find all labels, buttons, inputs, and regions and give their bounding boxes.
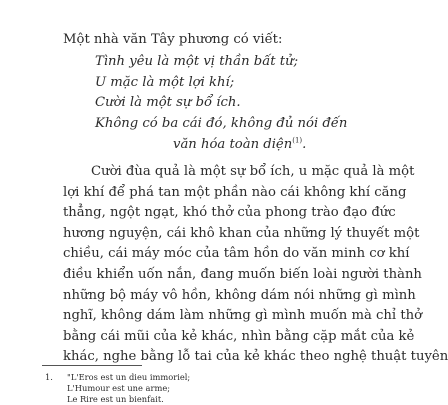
footnote-number: 1. xyxy=(45,372,53,382)
paragraph-line: thẳng, ngột ngạt, khó thở của phong trào đạo đức xyxy=(63,205,396,221)
footnote-line: Le Rire est un bienfait. xyxy=(67,394,164,404)
footnote-marker: (1) xyxy=(292,136,303,145)
poem-line: U mặc là một lợi khí; xyxy=(95,74,235,90)
paragraph-line: khác, nghe bằng lỗ tai của kẻ khác theo nghệ thuật tuyên xyxy=(63,349,448,365)
paragraph-line: chiều, cái máy móc của tâm hồn do văn minh cơ khí xyxy=(63,246,410,262)
body-paragraph xyxy=(63,162,448,368)
paragraph-line: điều khiển uốn nắn, đang muốn biến loài người thành xyxy=(63,266,422,282)
poem-line: Cười là một sự bổ ích. xyxy=(95,95,241,111)
footnote-line: L'Humour est une arme; xyxy=(67,383,171,393)
footnote-line: "L'Eros est un dieu immoriel; xyxy=(67,372,191,382)
paragraph-line: lợi khí để phá tan một phần nào cái không khí căng xyxy=(63,184,407,200)
intro-line: Một nhà văn Tây phương có viết: xyxy=(63,32,283,47)
poem-block xyxy=(95,52,347,155)
paragraph-line: những bộ máy vô hồn, không dám nói những gì mình xyxy=(63,287,416,303)
paragraph-line: nghĩ, không dám làm những gì mình muốn mà chỉ thở xyxy=(63,308,423,324)
poem-last-line xyxy=(95,135,347,156)
footnote-divider xyxy=(42,365,142,366)
paragraph-line: hương nguyện, cái khô khan của những lý thuyết một xyxy=(63,225,420,241)
footnote-text xyxy=(67,372,190,405)
poem-line: Không có ba cái đó, không đủ nói đến xyxy=(95,116,348,132)
poem-last-line-text: văn hóa toàn diện xyxy=(173,136,293,152)
poem-last-line-end: . xyxy=(302,136,307,152)
paragraph-line: Cười đùa quả là một sự bổ ích, u mặc quả là một xyxy=(91,164,415,179)
paragraph-line: bằng cái mũi của kẻ khác, nhìn bằng cặp mắt của kẻ xyxy=(63,328,415,344)
poem-line: Tình yêu là một vị thần bất tử; xyxy=(95,54,299,69)
